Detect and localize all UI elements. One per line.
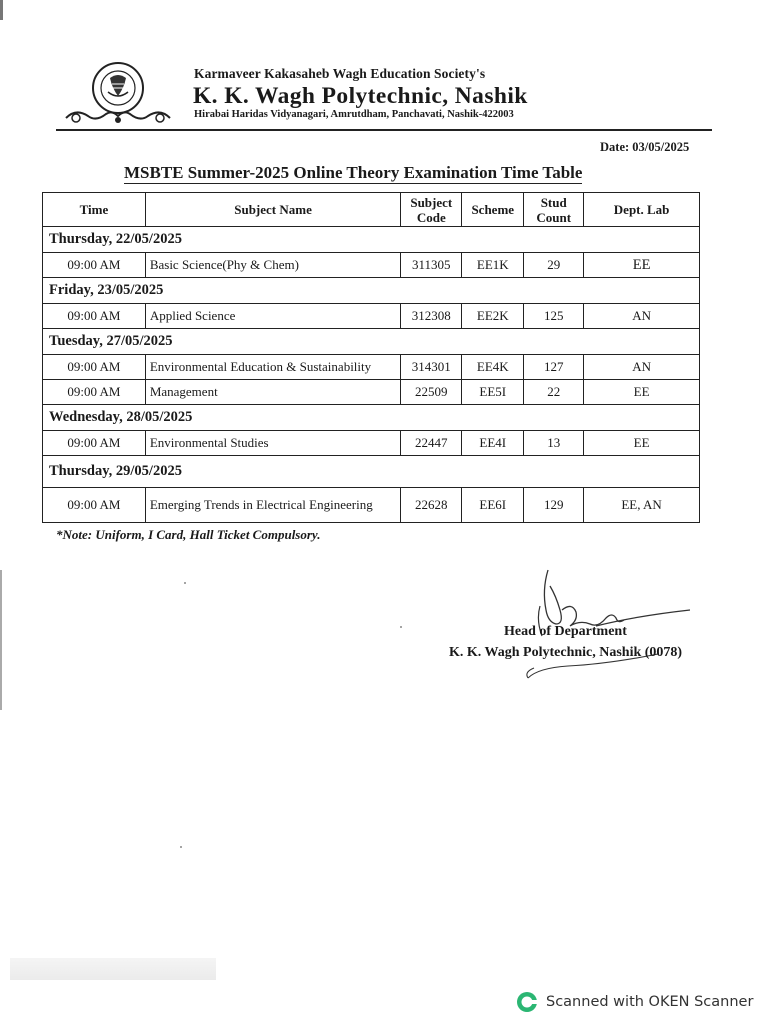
exam-code: 314301 — [401, 355, 462, 380]
exam-code: 22628 — [401, 488, 462, 523]
exam-time: 09:00 AM — [43, 355, 146, 380]
day-row — [43, 405, 700, 431]
exam-code: 22447 — [401, 431, 462, 456]
day-row — [43, 329, 700, 355]
scanner-watermark — [516, 990, 753, 1014]
exam-time: 09:00 AM — [43, 253, 146, 278]
scanner-label: Scanned with OKEN Scanner — [546, 994, 754, 1010]
header-divider — [56, 129, 712, 131]
oken-scanner-icon — [516, 991, 538, 1013]
exam-time: 09:00 AM — [43, 304, 146, 329]
scan-edge-mark — [0, 570, 2, 710]
college-address: Hirabai Haridas Vidyanagari, Amrutdham, Panchavati, Nashik-422003 — [194, 109, 514, 120]
header-count-line1: Stud — [540, 194, 567, 210]
exam-code: 312308 — [401, 304, 462, 329]
exam-count: 29 — [524, 253, 584, 278]
college-name: K. K. Wagh Polytechnic, Nashik — [193, 83, 528, 109]
exam-lab: EE — [584, 380, 700, 405]
exam-scheme: EE6I — [462, 488, 524, 523]
table-row — [43, 380, 700, 405]
exam-lab: EE, AN — [584, 488, 700, 523]
exam-scheme: EE4K — [462, 355, 524, 380]
scan-edge-mark — [0, 0, 3, 20]
exam-time: 09:00 AM — [43, 488, 146, 523]
day-label: Wednesday, 28/05/2025 — [43, 405, 700, 431]
exam-code: 22509 — [401, 380, 462, 405]
header-code-line1: Subject — [410, 194, 453, 210]
day-label: Friday, 23/05/2025 — [43, 278, 700, 304]
exam-lab: AN — [584, 304, 700, 329]
note-text: *Note: Uniform, I Card, Hall Ticket Compulsory. — [56, 527, 321, 542]
exam-lab: EE — [584, 431, 700, 456]
header-lab: Dept. Lab — [584, 193, 700, 227]
header-code-line2: Code — [416, 209, 446, 225]
exam-count: 127 — [524, 355, 584, 380]
signatory-role: Head of Department — [504, 624, 627, 639]
timetable — [42, 192, 700, 523]
table-row — [43, 488, 700, 523]
table-header-row — [43, 193, 700, 227]
exam-subject: Environmental Education & Sustainability — [145, 355, 401, 380]
header-code — [401, 193, 462, 227]
exam-subject: Environmental Studies — [145, 431, 401, 456]
exam-count: 129 — [524, 488, 584, 523]
exam-lab: EE — [584, 253, 700, 278]
exam-scheme: EE4I — [462, 431, 524, 456]
exam-count: 22 — [524, 380, 584, 405]
day-label: Thursday, 22/05/2025 — [43, 227, 700, 253]
table-row — [43, 253, 700, 278]
header-time: Time — [43, 193, 146, 227]
page-title: MSBTE Summer-2025 Online Theory Examination Time Table — [124, 163, 583, 182]
exam-count: 125 — [524, 304, 584, 329]
exam-scheme: EE1K — [462, 253, 524, 278]
scan-smudge — [10, 958, 216, 980]
header-scheme: Scheme — [462, 193, 524, 227]
day-label: Thursday, 29/05/2025 — [43, 456, 700, 488]
exam-scheme: EE5I — [462, 380, 524, 405]
exam-subject: Management — [145, 380, 401, 405]
day-row — [43, 227, 700, 253]
day-row — [43, 456, 700, 488]
exam-subject: Basic Science(Phy & Chem) — [145, 253, 401, 278]
exam-scheme: EE2K — [462, 304, 524, 329]
exam-time: 09:00 AM — [43, 431, 146, 456]
header-count — [524, 193, 584, 227]
college-emblem-icon — [62, 56, 174, 130]
exam-subject: Emerging Trends in Electrical Engineering — [145, 488, 401, 523]
document-date: Date: 03/05/2025 — [600, 140, 690, 154]
table-row — [43, 431, 700, 456]
exam-code: 311305 — [401, 253, 462, 278]
table-row — [43, 304, 700, 329]
signatory-institution: K. K. Wagh Polytechnic, Nashik (0078) — [449, 645, 683, 660]
exam-lab: AN — [584, 355, 700, 380]
day-row — [43, 278, 700, 304]
exam-time: 09:00 AM — [43, 380, 146, 405]
header-count-line2: Count — [536, 209, 572, 225]
header-subject: Subject Name — [145, 193, 401, 227]
exam-count: 13 — [524, 431, 584, 456]
day-label: Tuesday, 27/05/2025 — [43, 329, 700, 355]
table-row — [43, 355, 700, 380]
society-name: Karmaveer Kakasaheb Wagh Education Society's — [194, 66, 486, 81]
exam-subject: Applied Science — [145, 304, 401, 329]
